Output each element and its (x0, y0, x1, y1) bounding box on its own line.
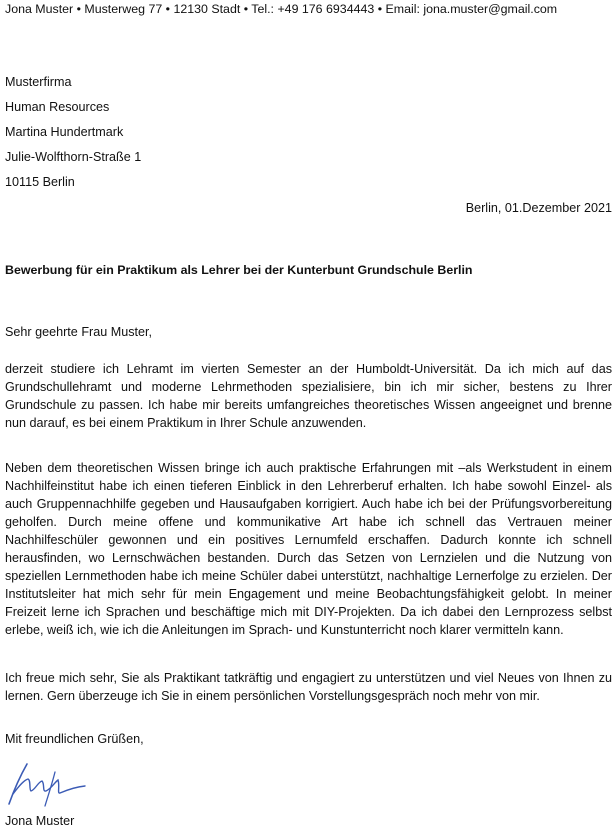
recipient-address-block (5, 72, 141, 197)
recipient-contact: Martina Hundertmark (5, 125, 124, 139)
body-paragraph-2: Neben dem theoretischen Wissen bringe ich auch praktische Erfahrungen mit –als Werkstudent in einem Nachhilfeinstitut habe ich einen tieferen Einblick in den Lehrerberuf erhalten. Ich habe sowohl Einzel- als auch Gruppennachhilfe gegeben und Hausaufgaben korrigiert. Auch habe ich bei der Prüfungsvorbereitung geholfen. Durch meine offene und kommunikative Art habe ich schnell das Vertrauen meiner Nachhilfeschüler gewonnen und ein positives Lernumfeld erschaffen. Dadurch konnte ich schnell herausfinden, wo Lernschwächen bestanden. Durch das Setzen von Lernzielen und die Nutzung von speziellen Lernmethoden habe ich meine Schüler dabei unterstützt, nachhaltige Lernerfolge zu erzielen. Der Institutsleiter hat mich sehr für mein Engagement und meine Beobachtungsfähigkeit gelobt. In meiner Freizeit lerne ich Sprachen und beschäftige mich mit DIY-Projekten. Da ich dabei den Lernprozess selbst erlebe, weiß ich, wie ich die Anleitungen im Sprach- und Kunstunterricht noch klarer vermitteln kann. (5, 461, 612, 637)
recipient-company: Musterfirma (5, 75, 72, 89)
handwritten-signature (5, 760, 105, 808)
closing-phrase: Mit freundlichen Grüßen, (5, 732, 144, 746)
sender-name: Jona Muster (5, 814, 75, 828)
sender-address-line: Jona Muster • Musterweg 77 • 12130 Stadt • Tel.: +49 176 6934443 • Email: jona.muster@gmail.com (5, 2, 558, 16)
letter-date: Berlin, 01.Dezember 2021 (465, 201, 612, 215)
letter-page (5, 0, 612, 832)
recipient-department: Human Resources (5, 100, 110, 114)
body-paragraph-1: derzeit studiere ich Lehramt im vierten Semester an der Humboldt-Universität. Da ich mich auf das Grundschullehramt und moderne Lehrmethoden spezialisiere, bin ich mir sicher, bestens zu Ihrer Grundschule zu passen. Ich habe mir bereits umfangreiches theoretisches Wissen angeeignet und brenne nun darauf, es bei einem Praktikum in Ihrer Schule anzuwenden. (5, 362, 612, 430)
recipient-city: 10115 Berlin (5, 175, 75, 189)
body-paragraph-3: Ich freue mich sehr, Sie als Praktikant tatkräftig und engagiert zu unterstützen und viel Neues von Ihnen zu lernen. Gern überzeuge ich Sie in einem persönlichen Vorstellungsgespräch noch mehr von mir. (5, 671, 612, 703)
recipient-street: Julie-Wolfthorn-Straße 1 (5, 150, 142, 164)
salutation: Sehr geehrte Frau Muster, (5, 325, 152, 339)
subject-line: Bewerbung für ein Praktikum als Lehrer bei der Kunterbunt Grundschule Berlin (5, 263, 473, 277)
